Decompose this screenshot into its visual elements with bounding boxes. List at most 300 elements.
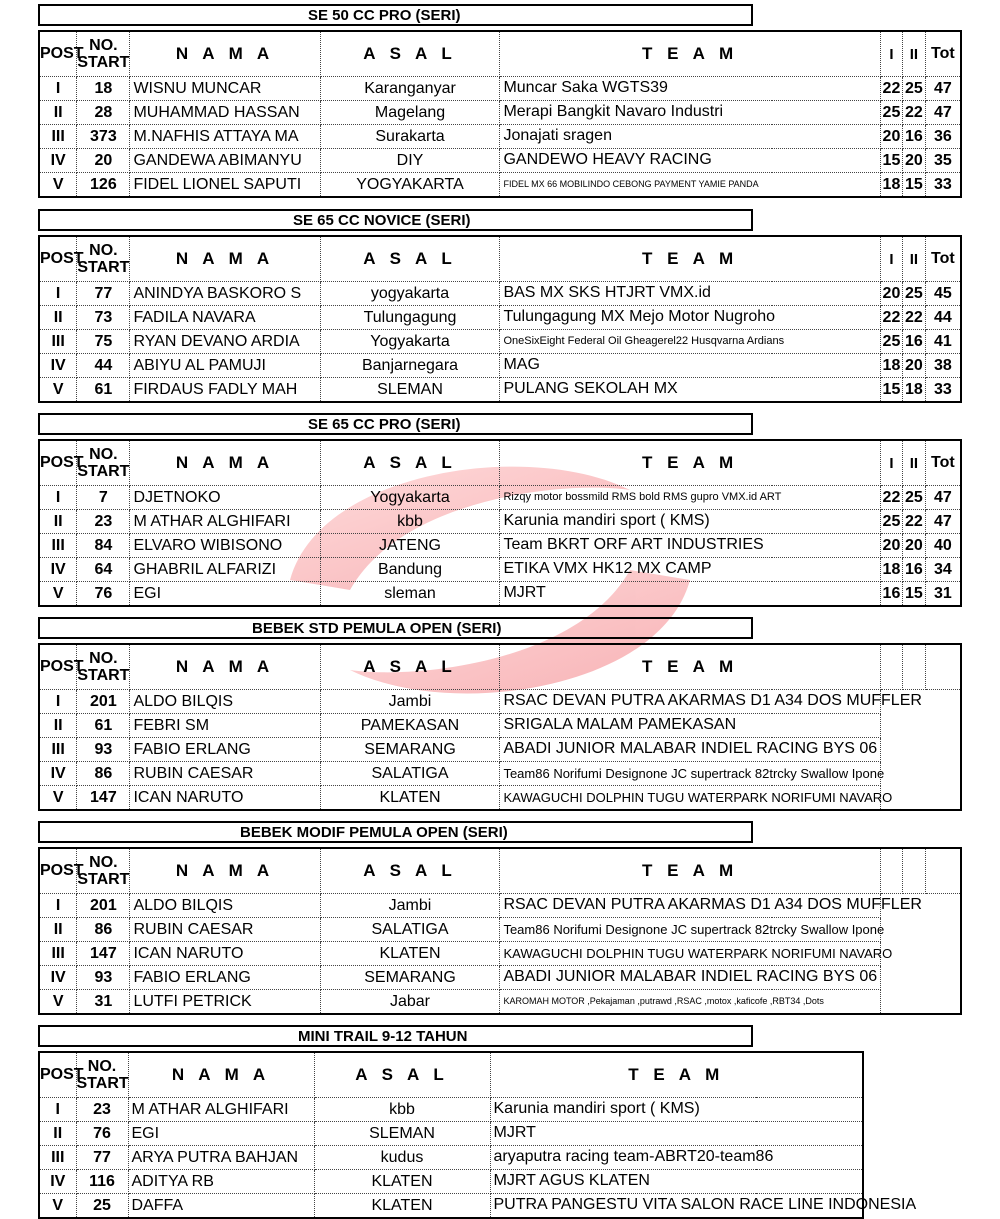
- team-name: aryaputra racing team-ABRT20-team86: [493, 1148, 774, 1165]
- cell-start-number: 64: [77, 558, 130, 582]
- team-name: Team86 Norifumi Designone JC supertrack 82trcky Swallow Ipone: [503, 766, 885, 781]
- header-pos: POST: [39, 644, 77, 690]
- cell-position: III: [39, 330, 77, 354]
- header-ii: II: [903, 440, 925, 486]
- table-row: [39, 786, 961, 811]
- team-name: MJRT AGUS KLATEN: [493, 1172, 650, 1189]
- table-header-row: [39, 31, 961, 77]
- team-name: MJRT: [493, 1124, 536, 1141]
- cell-origin: SLEMAN: [320, 378, 500, 403]
- header-ii: [903, 644, 925, 690]
- team-name: ETIKA VMX HK12 MX CAMP: [503, 560, 712, 577]
- table-header-row: [39, 236, 961, 282]
- cell-origin: KLATEN: [320, 786, 500, 811]
- cell-start-number: 93: [77, 966, 130, 990]
- cell-team: [500, 738, 880, 762]
- cell-team: [500, 918, 885, 942]
- header-no-start: NO. START: [76, 1052, 128, 1098]
- section-title-box: [38, 4, 753, 26]
- cell-position: II: [39, 306, 77, 330]
- cell-total: 40: [925, 534, 961, 558]
- table-row: [39, 125, 961, 149]
- cell-score-i: 25: [880, 510, 902, 534]
- table-header-row: [39, 848, 961, 894]
- cell-rider-name: ICAN NARUTO: [130, 942, 320, 966]
- cell-rider-name: RYAN DEVANO ARDIA: [130, 330, 320, 354]
- cell-team: [500, 510, 880, 534]
- cell-position: II: [39, 918, 77, 942]
- cell-rider-name: EGI: [130, 582, 320, 607]
- cell-origin: KLATEN: [314, 1194, 490, 1219]
- header-team: T E A M: [500, 31, 880, 77]
- results-table: [38, 235, 962, 403]
- cell-rider-name: ALDO BILQIS: [130, 894, 320, 918]
- cell-team: [500, 942, 893, 966]
- header-ii: II: [903, 236, 925, 282]
- cell-origin: yogyakarta: [320, 282, 500, 306]
- cell-total: [925, 690, 961, 714]
- team-name: GANDEWO HEAVY RACING: [503, 151, 712, 168]
- cell-origin: Yogyakarta: [320, 330, 500, 354]
- table-row: [39, 378, 961, 403]
- cell-total: 47: [925, 486, 961, 510]
- section-title-box: [38, 617, 753, 639]
- cell-position: V: [39, 990, 77, 1015]
- cell-score-ii: [903, 762, 925, 786]
- cell-score-ii: 25: [903, 77, 925, 101]
- cell-score-ii: [903, 714, 925, 738]
- header-team: T E A M: [500, 440, 880, 486]
- section-title-box: [38, 1025, 753, 1047]
- table-row: [39, 282, 961, 306]
- cell-score-i: 18: [880, 173, 902, 198]
- cell-rider-name: ALDO BILQIS: [130, 690, 320, 714]
- cell-team: [500, 714, 880, 738]
- cell-origin: Bandung: [320, 558, 500, 582]
- cell-start-number: 28: [77, 101, 130, 125]
- cell-start-number: 77: [76, 1146, 128, 1170]
- header-no-start: NO. START: [77, 31, 130, 77]
- results-table: [38, 643, 962, 811]
- team-name: Muncar Saka WGTS39: [503, 79, 668, 96]
- table-row: [39, 714, 961, 738]
- cell-total: [925, 786, 961, 811]
- cell-position: V: [39, 786, 77, 811]
- cell-score-ii: 25: [903, 486, 925, 510]
- header-asal: A S A L: [320, 440, 500, 486]
- table-row: [39, 894, 961, 918]
- table-row: [39, 1122, 863, 1146]
- table-row: [39, 690, 961, 714]
- cell-start-number: 126: [77, 173, 130, 198]
- table-row: [39, 762, 961, 786]
- header-pos: POST: [39, 440, 77, 486]
- header-i: I: [880, 236, 902, 282]
- cell-position: IV: [39, 762, 77, 786]
- cell-score-ii: [903, 738, 925, 762]
- cell-position: IV: [39, 149, 77, 173]
- cell-start-number: 44: [77, 354, 130, 378]
- cell-total: [925, 738, 961, 762]
- cell-team: [490, 1194, 917, 1219]
- cell-position: IV: [39, 354, 77, 378]
- cell-rider-name: M.NAFHIS ATTAYA MA: [130, 125, 320, 149]
- cell-start-number: 75: [77, 330, 130, 354]
- cell-score-i: 16: [880, 582, 902, 607]
- cell-rider-name: MUHAMMAD HASSAN: [130, 101, 320, 125]
- header-tot: Tot: [925, 440, 961, 486]
- cell-score-i: 25: [880, 330, 902, 354]
- cell-score-i: [880, 966, 902, 990]
- cell-score-ii: [903, 918, 925, 942]
- cell-total: 33: [925, 378, 961, 403]
- header-team: T E A M: [500, 644, 880, 690]
- cell-origin: sleman: [320, 582, 500, 607]
- header-i: [880, 644, 902, 690]
- team-name: Rizqy motor bossmild RMS bold RMS gupro VMX.id ART: [503, 491, 782, 503]
- cell-team: [500, 101, 880, 125]
- cell-position: III: [39, 1146, 76, 1170]
- team-name: KAWAGUCHI DOLPHIN TUGU WATERPARK NORIFUMI NAVARO: [503, 946, 893, 961]
- cell-rider-name: EGI: [128, 1122, 314, 1146]
- cell-start-number: 86: [77, 762, 130, 786]
- header-pos: POST: [39, 848, 77, 894]
- cell-score-i: 22: [880, 486, 902, 510]
- cell-score-i: 18: [880, 558, 902, 582]
- cell-origin: kbb: [320, 510, 500, 534]
- table-row: [39, 582, 961, 607]
- cell-score-ii: 20: [903, 534, 925, 558]
- cell-team: [500, 690, 922, 714]
- cell-origin: Karanganyar: [320, 77, 500, 101]
- table-row: [39, 330, 961, 354]
- header-asal: A S A L: [320, 848, 500, 894]
- cell-position: V: [39, 378, 77, 403]
- cell-origin: Jabar: [320, 990, 500, 1015]
- cell-score-ii: 25: [903, 282, 925, 306]
- cell-team: [490, 1170, 863, 1194]
- cell-team: [500, 762, 885, 786]
- cell-rider-name: GANDEWA ABIMANYU: [130, 149, 320, 173]
- table-row: [39, 990, 961, 1015]
- cell-total: 33: [925, 173, 961, 198]
- cell-team: [500, 173, 880, 198]
- cell-team: [500, 966, 880, 990]
- cell-position: IV: [39, 966, 77, 990]
- cell-origin: Jambi: [320, 690, 500, 714]
- cell-start-number: 25: [76, 1194, 128, 1219]
- cell-rider-name: LUTFI PETRICK: [130, 990, 320, 1015]
- cell-team: [500, 558, 880, 582]
- table-row: [39, 173, 961, 198]
- header-pos: POST: [39, 1052, 76, 1098]
- table-header-row: [39, 1052, 863, 1098]
- cell-position: V: [39, 582, 77, 607]
- cell-origin: SALATIGA: [320, 918, 500, 942]
- header-nama: N A M A: [130, 31, 320, 77]
- cell-team: [500, 378, 880, 403]
- cell-team: [490, 1146, 863, 1170]
- results-table: [38, 1051, 917, 1219]
- cell-origin: kudus: [314, 1146, 490, 1170]
- cell-score-ii: 20: [903, 149, 925, 173]
- cell-origin: JATENG: [320, 534, 500, 558]
- results-table: [38, 439, 962, 607]
- cell-rider-name: RUBIN CAESAR: [130, 762, 320, 786]
- header-asal: A S A L: [320, 236, 500, 282]
- cell-origin: Magelang: [320, 101, 500, 125]
- section-title: SE 65 CC NOVICE (SERI): [293, 212, 471, 229]
- cell-origin: KLATEN: [314, 1170, 490, 1194]
- header-tot: Tot: [925, 31, 961, 77]
- header-no-start: NO. START: [77, 440, 130, 486]
- cell-rider-name: FEBRI SM: [130, 714, 320, 738]
- cell-start-number: 93: [77, 738, 130, 762]
- cell-score-i: 22: [880, 77, 902, 101]
- cell-score-ii: 16: [903, 330, 925, 354]
- cell-score-ii: 22: [903, 306, 925, 330]
- cell-score-ii: 18: [903, 378, 925, 403]
- header-tot: Tot: [925, 236, 961, 282]
- cell-score-i: 20: [880, 282, 902, 306]
- cell-start-number: 20: [77, 149, 130, 173]
- cell-rider-name: ARYA PUTRA BAHJAN: [128, 1146, 314, 1170]
- header-asal: A S A L: [320, 31, 500, 77]
- cell-rider-name: M ATHAR ALGHIFARI: [128, 1098, 314, 1122]
- cell-rider-name: FIRDAUS FADLY MAH: [130, 378, 320, 403]
- table-header-row: [39, 440, 961, 486]
- cell-team: [500, 149, 880, 173]
- cell-total: [925, 714, 961, 738]
- table-row: [39, 1146, 863, 1170]
- cell-position: I: [39, 1098, 76, 1122]
- cell-position: I: [39, 894, 77, 918]
- cell-score-i: 25: [880, 101, 902, 125]
- cell-rider-name: ADITYA RB: [128, 1170, 314, 1194]
- team-name: PULANG SEKOLAH MX: [503, 380, 678, 397]
- cell-score-i: 18: [880, 354, 902, 378]
- cell-origin: Jambi: [320, 894, 500, 918]
- header-asal: A S A L: [314, 1052, 490, 1098]
- section-title-box: [38, 209, 753, 231]
- cell-position: I: [39, 282, 77, 306]
- cell-origin: Yogyakarta: [320, 486, 500, 510]
- team-name: Karunia mandiri sport ( KMS): [493, 1100, 700, 1117]
- cell-position: III: [39, 942, 77, 966]
- team-name: MJRT: [503, 584, 546, 601]
- cell-team: [500, 486, 880, 510]
- cell-origin: KLATEN: [320, 942, 500, 966]
- cell-start-number: 201: [77, 894, 130, 918]
- cell-total: [925, 762, 961, 786]
- cell-rider-name: RUBIN CAESAR: [130, 918, 320, 942]
- section-title: BEBEK STD PEMULA OPEN (SERI): [252, 620, 502, 637]
- table-row: [39, 942, 961, 966]
- cell-score-ii: 16: [903, 558, 925, 582]
- cell-score-ii: 20: [903, 354, 925, 378]
- cell-score-i: 22: [880, 306, 902, 330]
- cell-position: V: [39, 173, 77, 198]
- cell-start-number: 86: [77, 918, 130, 942]
- cell-position: I: [39, 690, 77, 714]
- table-row: [39, 306, 961, 330]
- cell-team: [490, 1098, 863, 1122]
- header-pos: POST: [39, 236, 77, 282]
- section-title-box: [38, 821, 753, 843]
- table-row: [39, 1194, 863, 1219]
- section-title: SE 65 CC PRO (SERI): [308, 416, 461, 433]
- cell-score-ii: [903, 966, 925, 990]
- cell-team: [500, 354, 880, 378]
- cell-start-number: 23: [76, 1098, 128, 1122]
- header-nama: N A M A: [128, 1052, 314, 1098]
- cell-score-ii: 16: [903, 125, 925, 149]
- cell-total: 47: [925, 77, 961, 101]
- cell-score-ii: [903, 990, 925, 1015]
- cell-score-ii: 15: [903, 173, 925, 198]
- cell-origin: Banjarnegara: [320, 354, 500, 378]
- cell-total: 44: [925, 306, 961, 330]
- cell-origin: Tulungagung: [320, 306, 500, 330]
- cell-score-ii: [903, 942, 925, 966]
- team-name: FIDEL MX 66 MOBILINDO CEBONG PAYMENT YAMIE PANDA: [503, 179, 759, 189]
- header-asal: A S A L: [320, 644, 500, 690]
- cell-position: III: [39, 534, 77, 558]
- cell-rider-name: ICAN NARUTO: [130, 786, 320, 811]
- team-name: MAG: [503, 356, 540, 373]
- cell-team: [500, 786, 893, 811]
- cell-total: 31: [925, 582, 961, 607]
- cell-score-i: 15: [880, 378, 902, 403]
- header-tot: [925, 644, 961, 690]
- team-name: Tulungagung MX Mejo Motor Nugroho: [503, 308, 776, 325]
- table-row: [39, 1170, 863, 1194]
- section-title: MINI TRAIL 9-12 TAHUN: [298, 1028, 468, 1045]
- header-i: [880, 848, 902, 894]
- header-ii: [903, 848, 925, 894]
- table-row: [39, 77, 961, 101]
- cell-start-number: 201: [77, 690, 130, 714]
- cell-rider-name: DAFFA: [128, 1194, 314, 1219]
- team-name: ABADI JUNIOR MALABAR INDIEL RACING BYS 06: [503, 740, 878, 757]
- header-team: T E A M: [500, 236, 880, 282]
- header-pos: POST: [39, 31, 77, 77]
- cell-start-number: 7: [77, 486, 130, 510]
- cell-rider-name: WISNU MUNCAR: [130, 77, 320, 101]
- cell-position: IV: [39, 558, 77, 582]
- cell-position: II: [39, 714, 77, 738]
- table-row: [39, 918, 961, 942]
- team-name: ABADI JUNIOR MALABAR INDIEL RACING BYS 06: [503, 968, 878, 985]
- cell-score-i: [880, 990, 902, 1015]
- header-i: I: [880, 440, 902, 486]
- cell-start-number: 373: [77, 125, 130, 149]
- cell-team: [500, 282, 880, 306]
- cell-rider-name: FIDEL LIONEL SAPUTI: [130, 173, 320, 198]
- cell-team: [490, 1122, 863, 1146]
- cell-start-number: 84: [77, 534, 130, 558]
- cell-score-ii: 22: [903, 101, 925, 125]
- cell-start-number: 76: [77, 582, 130, 607]
- team-name: OneSixEight Federal Oil Gheagerel22 Husqvarna Ardians: [503, 335, 785, 347]
- cell-total: 47: [925, 510, 961, 534]
- cell-start-number: 31: [77, 990, 130, 1015]
- cell-team: [500, 534, 880, 558]
- cell-position: V: [39, 1194, 76, 1219]
- table-row: [39, 558, 961, 582]
- cell-start-number: 147: [77, 786, 130, 811]
- cell-rider-name: FABIO ERLANG: [130, 966, 320, 990]
- cell-start-number: 73: [77, 306, 130, 330]
- section-title-box: [38, 413, 753, 435]
- cell-rider-name: DJETNOKO: [130, 486, 320, 510]
- cell-team: [500, 77, 880, 101]
- cell-origin: Surakarta: [320, 125, 500, 149]
- header-team: T E A M: [490, 1052, 863, 1098]
- table-row: [39, 738, 961, 762]
- cell-score-i: [880, 738, 902, 762]
- table-row: [39, 354, 961, 378]
- cell-start-number: 77: [77, 282, 130, 306]
- cell-origin: SEMARANG: [320, 966, 500, 990]
- header-nama: N A M A: [130, 440, 320, 486]
- results-table: [38, 30, 962, 198]
- table-row: [39, 1098, 863, 1122]
- table-row: [39, 534, 961, 558]
- header-nama: N A M A: [130, 236, 320, 282]
- team-name: Jonajati sragen: [503, 127, 612, 144]
- cell-origin: SALATIGA: [320, 762, 500, 786]
- cell-total: 41: [925, 330, 961, 354]
- cell-origin: YOGYAKARTA: [320, 173, 500, 198]
- cell-origin: PAMEKASAN: [320, 714, 500, 738]
- cell-team: [500, 582, 880, 607]
- cell-total: 45: [925, 282, 961, 306]
- cell-position: III: [39, 738, 77, 762]
- team-name: Merapi Bangkit Navaro Industri: [503, 103, 724, 120]
- cell-score-i: [880, 714, 902, 738]
- header-nama: N A M A: [130, 848, 320, 894]
- header-no-start: NO. START: [77, 848, 130, 894]
- cell-position: I: [39, 486, 77, 510]
- header-no-start: NO. START: [77, 644, 130, 690]
- section-title: SE 50 CC PRO (SERI): [308, 7, 461, 24]
- cell-total: 35: [925, 149, 961, 173]
- team-name: KAWAGUCHI DOLPHIN TUGU WATERPARK NORIFUMI NAVARO: [503, 790, 893, 805]
- team-name: SRIGALA MALAM PAMEKASAN: [503, 716, 737, 733]
- cell-position: I: [39, 77, 77, 101]
- header-ii: II: [903, 31, 925, 77]
- cell-total: 38: [925, 354, 961, 378]
- table-row: [39, 149, 961, 173]
- cell-team: [500, 990, 880, 1015]
- team-name: BAS MX SKS HTJRT VMX.id: [503, 284, 711, 301]
- cell-position: II: [39, 1122, 76, 1146]
- cell-origin: SLEMAN: [314, 1122, 490, 1146]
- cell-start-number: 76: [76, 1122, 128, 1146]
- team-name: RSAC DEVAN PUTRA AKARMAS D1 A34 DOS MUFFLER: [503, 896, 922, 913]
- header-team: T E A M: [500, 848, 880, 894]
- cell-rider-name: ELVARO WIBISONO: [130, 534, 320, 558]
- cell-origin: SEMARANG: [320, 738, 500, 762]
- cell-position: III: [39, 125, 77, 149]
- cell-score-ii: 15: [903, 582, 925, 607]
- header-i: I: [880, 31, 902, 77]
- cell-rider-name: ABIYU AL PAMUJI: [130, 354, 320, 378]
- cell-rider-name: FABIO ERLANG: [130, 738, 320, 762]
- cell-team: [500, 894, 922, 918]
- cell-position: II: [39, 101, 77, 125]
